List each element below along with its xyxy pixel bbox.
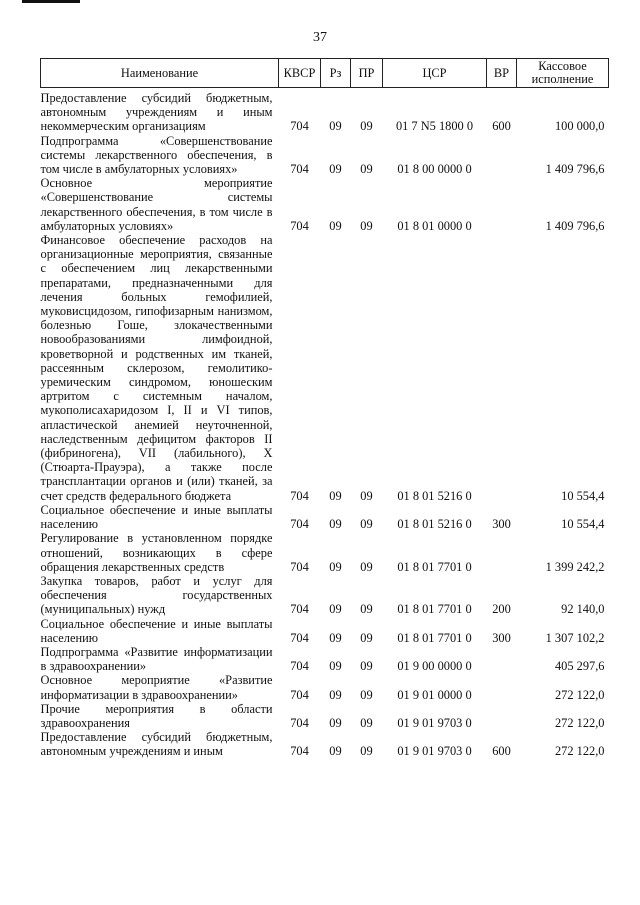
row-kvsr: 704 <box>290 659 309 674</box>
row-name: Основное мероприятие «Развитие информатизации в здравоохранении» <box>40 673 273 702</box>
row-name: Финансовое обеспечение расходов на организационные мероприятия, связанные с обеспечением лиц лекарственными препаратами, предназначенными для лечения больных гемофилией, муковисцидозом, гипофизарным нанизмом, болезнью Гоше, злокачественными новообразованиями лимфоидной, кроветворной и родственных им тканей, рассеянным склерозом, гемолитико-уремическим синдромом, юношеским артритом с системным началом, мукополисахаридозом I, II и VI типов, апластической анемией неуточненной, наследственным дефицитом факторов II (фибриногена), VII (лабильного), X (Стюарта-Прауэра), а также после трансплантации органов и (или) тканей, за счет средств федерального бюджета <box>40 233 273 503</box>
row-name: Основное мероприятие «Совершенствование системы лекарственного обеспечения, в том числе в амбулаторных условиях» <box>40 176 273 233</box>
row-name: Прочие мероприятия в области здравоохранения <box>40 701 273 730</box>
row-rz: 09 <box>329 162 342 177</box>
header-rz: Рз <box>321 59 351 88</box>
row-csr: 01 8 01 0000 0 <box>397 218 472 233</box>
row-kvsr: 704 <box>290 630 309 645</box>
page-number: 37 <box>313 30 327 45</box>
table-row <box>41 702 609 730</box>
row-csr: 01 8 01 7701 0 <box>397 559 472 574</box>
row-csr: 01 9 01 9703 0 <box>397 715 472 730</box>
row-amount: 272 122,0 <box>554 715 605 730</box>
row-amount: 1 399 242,2 <box>545 559 605 574</box>
row-amount: 405 297,6 <box>554 659 605 674</box>
table-header-row <box>41 59 609 88</box>
row-vr: 300 <box>492 517 511 532</box>
row-amount: 1 307 102,2 <box>545 630 605 645</box>
top-rule <box>22 0 80 3</box>
row-rz: 09 <box>329 119 342 134</box>
row-amount: 92 140,0 <box>561 602 605 617</box>
row-csr: 01 9 01 0000 0 <box>397 687 472 702</box>
row-name: Предоставление субсидий бюджетным, автономным учреждениям и иным некоммерческим организациям <box>40 91 273 134</box>
row-csr: 01 9 01 9703 0 <box>397 744 472 759</box>
row-name: Подпрограмма «Совершенствование системы лекарственного обеспечения, в том числе в амбулаторных условиях» <box>40 133 273 177</box>
table-row <box>41 531 609 574</box>
row-pr: 09 <box>360 687 373 702</box>
row-rz: 09 <box>329 602 342 617</box>
row-rz: 09 <box>329 218 342 233</box>
row-amount: 272 122,0 <box>554 687 605 702</box>
row-vr <box>487 531 517 574</box>
header-csr: ЦСР <box>383 59 487 88</box>
row-kvsr: 704 <box>290 559 309 574</box>
row-amount: 1 409 796,6 <box>545 218 605 233</box>
row-pr: 09 <box>360 559 373 574</box>
header-amount: Кассовое исполнение <box>517 59 609 88</box>
row-kvsr: 704 <box>290 488 309 503</box>
table-row <box>41 134 609 177</box>
row-rz: 09 <box>329 517 342 532</box>
row-vr <box>487 702 517 730</box>
row-csr: 01 8 00 0000 0 <box>397 162 472 177</box>
table-row <box>41 730 609 758</box>
row-pr: 09 <box>360 715 373 730</box>
row-rz: 09 <box>329 715 342 730</box>
table-row <box>41 645 609 673</box>
row-vr <box>487 645 517 673</box>
header-name: Наименование <box>41 59 279 88</box>
row-name: Закупка товаров, работ и услуг для обеспечения государственных (муниципальных) нужд <box>40 573 273 617</box>
row-rz: 09 <box>329 744 342 759</box>
row-rz: 09 <box>329 659 342 674</box>
budget-table <box>40 58 609 759</box>
row-vr: 600 <box>492 119 511 134</box>
row-pr: 09 <box>360 744 373 759</box>
row-amount: 10 554,4 <box>561 517 605 532</box>
row-name: Регулирование в установленном порядке отношений, возникающих в сфере обращения лекарственных средств <box>40 531 273 574</box>
row-name: Социальное обеспечение и иные выплаты населению <box>40 502 273 532</box>
row-kvsr: 704 <box>290 162 309 177</box>
row-pr: 09 <box>360 162 373 177</box>
row-vr: 200 <box>492 602 511 617</box>
row-csr: 01 8 01 7701 0 <box>397 602 472 617</box>
row-csr: 01 9 00 0000 0 <box>397 659 472 674</box>
row-rz: 09 <box>329 687 342 702</box>
row-rz: 09 <box>329 630 342 645</box>
row-amount: 1 409 796,6 <box>545 162 605 177</box>
row-csr: 01 8 01 7701 0 <box>397 630 472 645</box>
row-vr: 300 <box>492 630 511 645</box>
row-name: Подпрограмма «Развитие информатизации в здравоохранении» <box>40 644 273 674</box>
row-amount: 10 554,4 <box>561 488 605 503</box>
table-row <box>41 574 609 617</box>
header-vr: ВР <box>487 59 517 88</box>
table-row <box>41 503 609 531</box>
row-pr: 09 <box>360 119 373 134</box>
table-row <box>41 176 609 233</box>
row-kvsr: 704 <box>290 602 309 617</box>
row-kvsr: 704 <box>290 218 309 233</box>
row-csr: 01 7 N5 1800 0 <box>395 119 474 134</box>
row-vr: 600 <box>492 744 511 759</box>
table-row <box>41 673 609 701</box>
row-rz: 09 <box>329 559 342 574</box>
row-name: Предоставление субсидий бюджетным, автономным учреждениям и иным <box>40 730 273 759</box>
row-pr: 09 <box>360 630 373 645</box>
table-row <box>41 233 609 503</box>
row-pr: 09 <box>360 218 373 233</box>
row-kvsr: 704 <box>290 744 309 759</box>
header-kvsr: КВСР <box>279 59 321 88</box>
row-pr: 09 <box>360 517 373 532</box>
row-kvsr: 704 <box>290 687 309 702</box>
row-vr <box>487 134 517 177</box>
row-kvsr: 704 <box>290 715 309 730</box>
table-row <box>41 617 609 645</box>
row-amount: 100 000,0 <box>554 119 605 134</box>
header-pr: ПР <box>351 59 383 88</box>
row-vr <box>487 176 517 233</box>
table-row <box>41 91 609 134</box>
row-csr: 01 8 01 5216 0 <box>397 517 472 532</box>
row-pr: 09 <box>360 602 373 617</box>
row-amount: 272 122,0 <box>554 744 605 759</box>
row-rz: 09 <box>329 488 342 503</box>
row-pr: 09 <box>360 488 373 503</box>
row-pr: 09 <box>360 659 373 674</box>
row-csr: 01 8 01 5216 0 <box>397 488 472 503</box>
row-vr <box>487 233 517 503</box>
row-name: Социальное обеспечение и иные выплаты населению <box>40 616 273 645</box>
row-kvsr: 704 <box>290 119 309 134</box>
row-vr <box>487 673 517 701</box>
row-kvsr: 704 <box>290 517 309 532</box>
